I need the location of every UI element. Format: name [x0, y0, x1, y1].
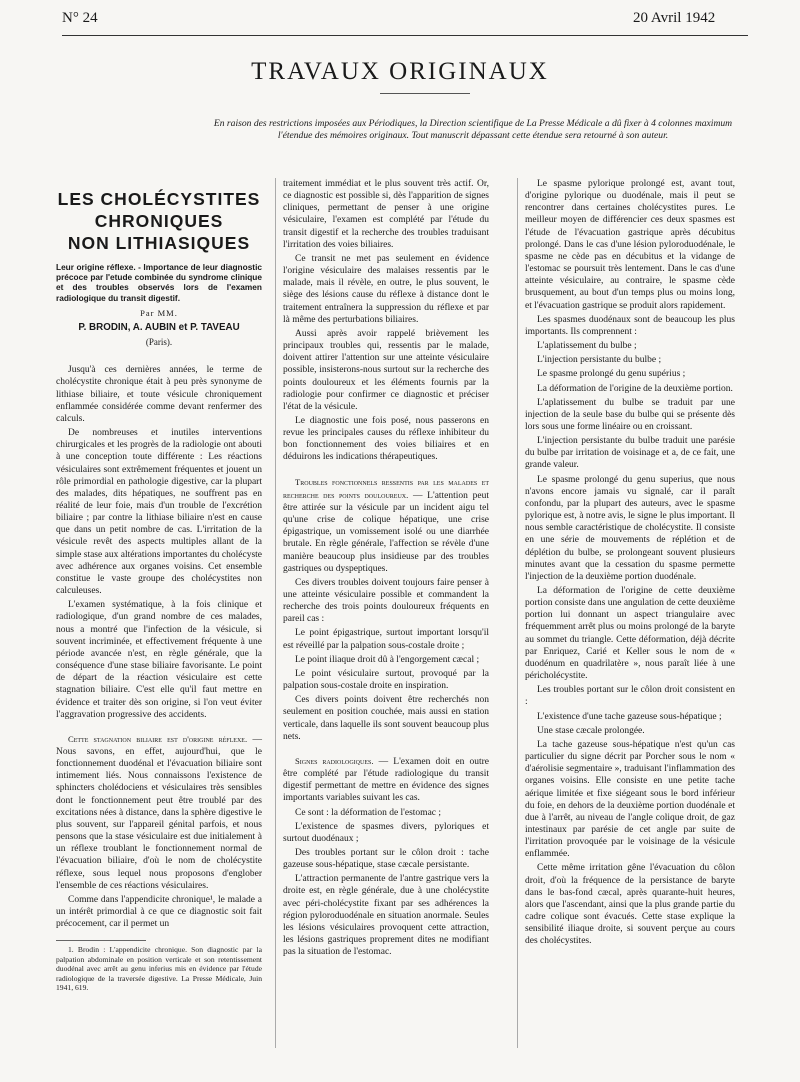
article-place: (Paris).	[145, 337, 173, 348]
list-item: Le spasme prolongé du genu supérius ;	[537, 369, 686, 380]
column-rule-1	[275, 178, 276, 1048]
article-subtitle: Leur origine réflexe. - Importance de leur diagnostic précoce par l'etude combinée du syndrome clinique et des troubles observés lors de l'examen radiologique du transit digestif.	[56, 262, 262, 303]
section-text: — Nous savons, en effet, aujourd'hui, que le fonctionnement duodénal et l'évacuation biliaire sont intimement liés. Nous connaissons l'existence de sphincters cholédociens et vésiculaires très sensibles dont le fonctionnement peut être troublé par des excitations nées à distance, dans la sphère digestive le plus souvent, sur l'appareil génital parfois, et nous pensons que la stase vésiculaire est due initialement à un réflexe troublant le fonctionnement normal de l'évacuation biliaire, d'où le nom de cholécystite réflexe, sous lequel nous proposons d'englober l'ensemble de ces réactions vésiculaires.	[56, 734, 263, 891]
paragraph: L'aplatissement du bulbe se traduit par une injection de la seule base du bulbe qui se présente dès lors sous une forme linéaire ou en croissant.	[525, 397, 735, 432]
title-line-1: LES CHOLÉCYSTITES	[57, 189, 261, 209]
paragraph: Ce sont : la déformation de l'estomac ;	[295, 807, 442, 818]
paragraph: Le spasme prolongé du genu superius, que nous n'avons encore jamais vu signalé, car il paraît confondu, par la plupart des auteurs, avec le spasme pylorique est, à notre avis, le signe le plus important. Il nous semble caractéristique de cholécystite. Il consiste en une série de mouvements de réplétion et de déplétion du bulbe, se prolongeant souvent plusieurs minutes avant que la cessation du spasme permette l'injection de la deuxième portion duodénale.	[525, 474, 735, 582]
paragraph: L'existence de spasmes divers, pyloriques et surtout duodénaux ;	[283, 821, 489, 844]
article-authors: P. BRODIN, A. AUBIN et P. TAVEAU	[78, 321, 240, 333]
list-item: L'aplatissement du bulbe ;	[537, 341, 637, 352]
header-issue-number: N° 24	[62, 10, 98, 26]
column-rule-2	[517, 178, 518, 1048]
header-date: 20 Avril 1942	[633, 10, 716, 26]
paragraph: L'attraction permanente de l'antre gastrique vers la droite est, en règle générale, due à une cholécystite avec péri-cholécystite fixant par ses adhérences la région pyloroduodénale en situation anormale. Seules les lésions vésiculaires provoquent cette attraction, les lésions gastriques proprement dites ne modifiant pas la situation de l'estomac.	[283, 874, 489, 958]
section-text: — L'examen doit en outre être complété par l'étude radiologique du transit digestif permettant de mettre en évidence des signes importants variables suivant les cas.	[283, 756, 489, 804]
editorial-notice: En raison des restrictions imposées aux Périodiques, la Direction scientifique de La Presse Médicale a dû fixer à 4 colonnes maximum l'étendue des mémoires originaux. Tout manuscrit dépassant cette étendue sera retourné à son auteur.	[213, 118, 733, 142]
section-text: — L'attention peut être attirée sur la vésicule par un incident aigu tel qu'une crise de colique hépatique, une crise épigastrique, un vomissement isolé ou une diarrhée brutale. En règle générale, l'affection se révèle d'une manière beaucoup plus insidieuse par des troubles gastriques ou dyspeptiques.	[283, 490, 489, 574]
paragraph: La déformation de l'origine de cette deuxième portion consiste dans une angulation de cette deuxième portion lui donnant un aspect triangulaire avec fréquemment arrêt plus ou moins prolongé de la baryte au sommet du triangle. Cette déformation, déjà décrite par Enriquez, Carié et Keller sous le nom de « duodénum en quadrilatère », nous paraît liée à une péricholécystite.	[525, 586, 735, 682]
paragraph: Cette même irritation gêne l'évacuation du côlon droit, d'où la fréquence de la persistance de baryte dans le bas-fond cæcal, après quarante-huit heures, alors que l'ascendant, ainsi que la plus grande partie du cadre colique sont évacués. Cette stase explique la sensibilité iliaque droite, si souvent perçue au cours des cholécystites.	[525, 863, 735, 947]
paragraph: Des troubles portant sur le côlon droit : tache gazeuse sous-hépatique, stase cæcale persistante.	[283, 847, 489, 871]
section-paragraph	[283, 755, 489, 805]
paragraph: traitement immédiat et le plus souvent très actif. Or, ce diagnostic est possible si, dès l'apparition de signes cliniques, permettant de penser à une origine vésiculaire, l'examen est complété par l'étude du transit digestif et la recherche des troubles traduisant l'irritation des voies biliaires.	[283, 179, 489, 250]
list-item: La déformation de l'origine de la deuxième portion.	[537, 383, 733, 394]
paragraph: Les troubles portant sur le côlon droit consistent en :	[525, 685, 735, 708]
article-column-1	[56, 180, 262, 994]
paragraph: Ces divers troubles doivent toujours faire penser à une atteinte vésiculaire possible et commandent la recherche des trois points douloureux fréquents en pareil cas :	[283, 577, 489, 625]
byline-prefix: Par MM.	[140, 307, 178, 318]
paragraph: Comme dans l'appendicite chronique¹, le malade a un intérêt primordial à ce que ce diagnostic soit fait précocement, car il permet un	[56, 894, 262, 930]
masthead-title: TRAVAUX ORIGINAUX	[251, 58, 549, 85]
paragraph: Ces divers points doivent être recherchés non seulement en position couchée, mais aussi en station verticale, dans laquelle ils sont souvent beaucoup plus nets.	[283, 695, 489, 742]
footnote: 1. Brodin : L'appendicite chronique. Son diagnostic par la palpation abdominale en position verticale et son retentissement duodénal avec arrêt au genu inferius mis en évidence par l'étude radiologique de la traversée digestive. La Presse Médicale, Juin 1941, 619.	[56, 945, 262, 992]
paragraph: De nombreuses et inutiles interventions chirurgicales et les progrès de la radiologie ont abouti à une conception toute différente : Les réactions vésiculaires sont extrêmement fréquentes et jouent un rôle primordial en pathologie digestive, car la plupart des malades, dits hépatiques, ne souffrent pas en réalité de leur foie, mais d'un trouble de l'excrétion biliaire ; par contre la lithiase biliaire n'est en cause que dans un petit nombre de cas. L'irritation de la vésicule revêt des aspects multiples allant de la simple stase aux altérations importantes du cholécyste avec adhérence aux organes voisins. Cet ensemble constitue le vaste groupe des cholécystites non calculeuses.	[56, 428, 262, 597]
section-heading: Signes radiologiques.	[295, 755, 374, 766]
paragraph: Le point iliaque droit dû à l'engorgement cæcal ;	[295, 654, 480, 665]
section-heading: Cette stagnation biliaire est d'origine réflexe.	[68, 733, 248, 744]
list-item: L'injection persistante du bulbe ;	[537, 355, 662, 366]
article-column-3	[525, 178, 735, 950]
paragraph: Ce transit ne met pas seulement en évidence l'origine vésiculaire des malaises ressentis par le malade, mais il révèle, en outre, le plus souvent, le siège des lésions cause du réflexe à distance dont le traitement entraînera la suppression du réflexe et par là même des perturbations biliaires.	[283, 253, 489, 325]
article-title	[56, 188, 262, 254]
paragraph: Le diagnostic une fois posé, nous passerons en revue les principales causes du réflexe inhibiteur du bon fonctionnement des voies biliaires et en déduirons les indications thérapeutiques.	[283, 415, 489, 463]
masthead-rule	[380, 93, 470, 94]
section-heading: Troubles fonctionnels ressentis par les malades et recherche des points douloureux.	[283, 476, 489, 500]
header-rule	[62, 35, 748, 36]
list-item: Une stase cæcale prolongée.	[537, 725, 645, 736]
article-column-2	[283, 178, 489, 960]
paragraph: La tache gazeuse sous-hépatique n'est qu'un cas particulier du signe décrit par Porcher sous le nom « d'aérolisie segmentaire », traduisant l'inflammation des organes voisins. Elle consiste en une petite tache aérique limitée et fixe siégeant sous le bord inférieur du foie, en dehors de la deuxième portion duodénale et due à l'arrêt, au niveau de l'angle colique droit, de gaz intestinaux par parésie de cet angle par suite de l'irritation provoquée par le voisinage de la vésicule enflammée.	[525, 739, 735, 860]
section-paragraph	[56, 733, 262, 892]
paragraph: Le point épigastrique, surtout important lorsqu'il est réveillé par la palpation sous-costale droite ;	[283, 628, 489, 651]
paragraph: L'injection persistante du bulbe traduit une parésie du bulbe par irritation de voisinage et a, de ce fait, une grande valeur.	[525, 436, 735, 471]
paragraph: Aussi après avoir rappelé brièvement les principaux troubles qui, ressentis par le malade, doivent attirer l'attention sur une atteinte vésiculaire possible, insisterons-nous surtout sur la recherche des points douloureux et les éléments fournis par la radiologie pour confirmer ce diagnostic et préciser l'état de la vésicule.	[283, 328, 489, 412]
paragraph: L'examen systématique, à la fois clinique et radiologique, d'un grand nombre de ces malades, nous a montré que l'infection de la vésicule, si souvent incriminée, et effectivement fréquente à une période avancée n'est, en règle générale, que la conséquence d'une stase biliaire favorisante. Le point de départ de la réaction vésiculaire est cette stagnation biliaire. C'est elle qu'il faut mettre en évidence et traiter dès son origine, si l'on veut éviter l'aggravation progressive des accidents.	[56, 600, 262, 720]
footnote-rule	[56, 940, 146, 941]
list-item: L'existence d'une tache gazeuse sous-hépatique ;	[537, 711, 722, 722]
paragraph: Jusqu'à ces dernières années, le terme de cholécystite chronique était à peu près synonyme de lithiase biliaire, et toute vésicule chroniquement enflammée considérée comme devant renfermer des calculs.	[56, 365, 262, 424]
title-line-2: CHRONIQUES	[94, 211, 224, 231]
paragraph: Le spasme pylorique prolongé est, avant tout, d'origine pylorique ou duodénale, mais il peut se rencontrer dans certaines cholécystites pures. Le meilleur moyen de différencier ces deux spasmes est l'étude de l'évacuation gastrique après décubitus prolongé. Dans le cas d'une lésion pyloroduodénale, le spasme ne cède pas en décubitus et la vidange de l'estomac se poursuit très lentement. Dans le cas d'une atteinte vésiculaire, au contraire, le spasme cède brusquement, au bout d'un temps plus ou moins long, et l'évacuation gastrique se produit alors rapidement.	[525, 179, 735, 311]
paragraph: Le point vésiculaire surtout, provoqué par la palpation sous-costale droite en inspiration.	[283, 668, 489, 692]
title-line-3: NON LITHIASIQUES	[67, 233, 251, 253]
paragraph: Les spasmes duodénaux sont de beaucoup les plus importants. Ils comprennent :	[525, 314, 735, 337]
section-paragraph	[283, 476, 489, 575]
